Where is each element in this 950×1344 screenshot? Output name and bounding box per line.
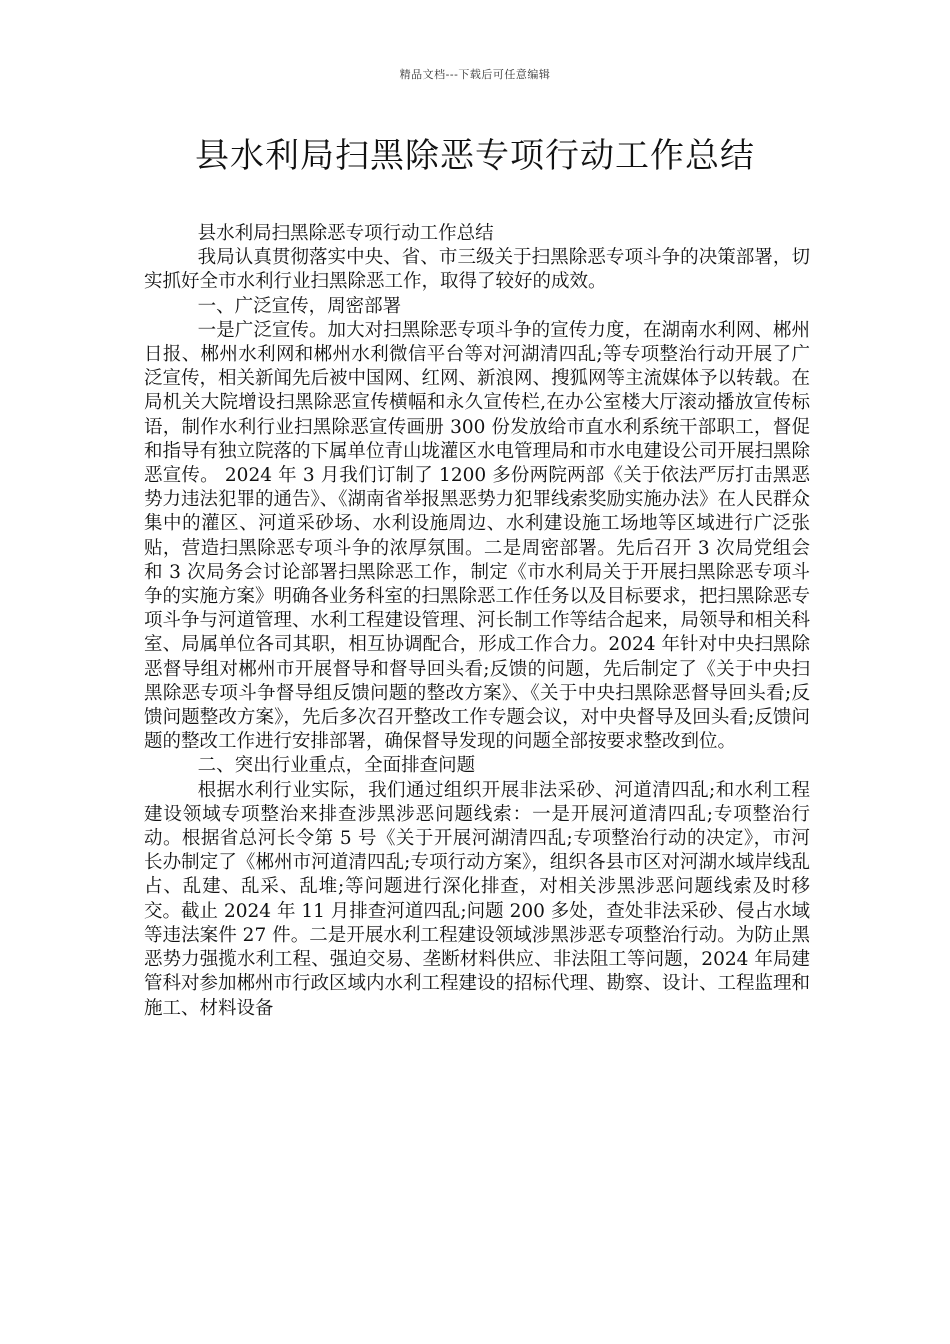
document-title: 县水利局扫黑除恶专项行动工作总结 — [195, 136, 755, 176]
paragraph-section-2: 根据水利行业实际，我们通过组织开展非法采砂、河道清四乱;和水利工程建设领域专项整治来排查涉黑涉恶问题线索：一是开展河道清四乱;专项整治行动。根据省总河长令第 5 号《关于开展河湖清四乱;专项整治行动的决定》，市河长办制定了《郴州市河道清四乱;专项行动方案》，组织各县市区对河湖水域岸线乱占、乱建、乱采、乱堆;等问题进行深化排查，对相关涉黑涉恶问题线索及时移交。截止 2024 年 11 月排查河道四乱;问题 200 多处，查处非法采砂、侵占水域等违法案件 27 件。二是开展水利工程建设领域涉黑涉恶专项整治行动。为防止黑恶势力强揽水利工程、强迫交易、垄断材料供应、非法阻工等问题，2024 年局建管科对参加郴州市行政区域内水利工程建设的招标代理、勘察、设计、工程监理和施工、材料设备 — [144, 779, 811, 1019]
section-heading-2: 二、突出行业重点，全面排查问题 — [197, 755, 476, 777]
paragraph-intro: 我局认真贯彻落实中央、省、市三级关于扫黑除恶专项斗争的决策部署，切实抓好全市水利行业扫黑除恶工作，取得了较好的成效。 — [144, 247, 810, 293]
document-body — [144, 222, 810, 1021]
section-heading-1: 一、广泛宣传，周密部署 — [197, 295, 402, 317]
paragraph-section-1: 一是广泛宣传。加大对扫黑除恶专项斗争的宣传力度，在湖南水利网、郴州日报、郴州水利网和郴州水利微信平台等对河湖清四乱;等专项整治行动开展了广泛宣传，相关新闻先后被中国网、红网、新浪网、搜狐网等主流媒体予以转载。在局机关大院增设扫黑除恶宣传横幅和永久宣传栏,在办公室楼大厅滚动播放宣传标语，制作水利行业扫黑除恶宣传画册 300 份发放给市直水利系统干部职工，督促和指导有独立院落的下属单位青山垅灌区水电管理局和市水电建设公司开展扫黑除恶宣传。 2024 年 3 月我们订制了 1200 多份两院两部《关于依法严厉打击黑恶势力违法犯罪的通告》、《湖南省举报黑恶势力犯罪线索奖励实施办法》在人民群众集中的灌区、河道采砂场、水利设施周边、水利建设施工场地等区域进行广泛张贴，营造扫黑除恶专项斗争的浓厚氛围。二是周密部署。先后召开 3 次局党组会和 3 次局务会讨论部署扫黑除恶工作，制定《市水利局关于开展扫黑除恶专项斗争的实施方案》明确各业务科室的扫黑除恶工作任务以及目标要求，把扫黑除恶专项斗争与河道管理、水利工程建设管理、河长制工作等结合起来，局领导和相关科室、局属单位各司其职，相互协调配合，形成工作合力。2024 年针对中央扫黑除恶督导组对郴州市开展督导和督导回头看;反馈的问题，先后制定了《关于中央扫黑除恶专项斗争督导组反馈问题的整改方案》、《关于中央扫黑除恶督导回头看;反馈问题整改方案》，先后多次召开整改工作专题会议，对中央督导及回头看;反馈问题的整改工作进行安排部署，确保督导发现的问题全部按要求整改到位。 — [144, 319, 811, 753]
header-note: 精品文档---下载后可任意编辑 — [399, 68, 551, 81]
document-subtitle: 县水利局扫黑除恶专项行动工作总结 — [197, 223, 494, 244]
